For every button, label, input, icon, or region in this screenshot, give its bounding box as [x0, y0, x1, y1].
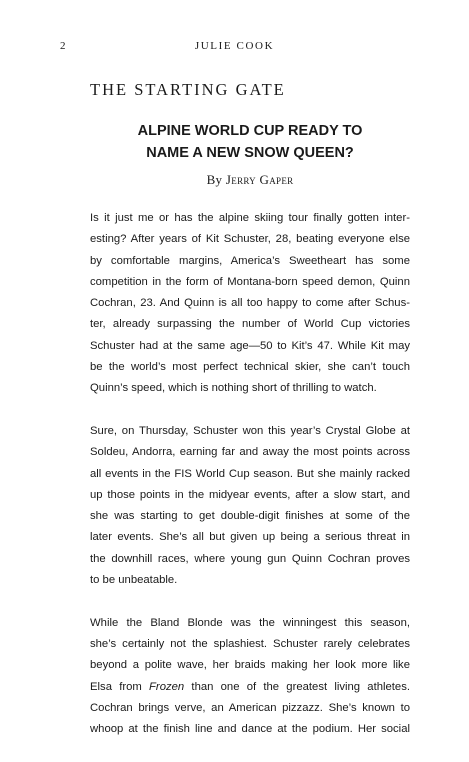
text-run: Elsa from — [90, 680, 150, 693]
text-line: all events in the FIS World Cup season. But she mainly racked — [90, 467, 410, 480]
text-line: Soldeu, Andorra, earning far and away the most points across — [90, 446, 410, 459]
text-line: the downhill races, where young gun Quinn Cochran proves — [90, 552, 410, 565]
text-line: she was starting to get double-digit finishes at some of the — [90, 510, 410, 523]
article-body — [90, 208, 410, 762]
text-line: ter, already surpassing the number of World Cup victories — [90, 318, 410, 331]
headline-line: ALPINE WORLD CUP READY TO — [137, 123, 363, 139]
text-line: later events. She’s all but given up being a serious threat in — [90, 531, 410, 544]
text-line: Cochran, 23. And Quinn is all too happy to come after Schus- — [90, 297, 410, 310]
running-head: JULIE COOK — [194, 40, 275, 52]
italic-title: Frozen — [149, 680, 185, 693]
section-title: THE STARTING GATE — [90, 80, 286, 99]
page-number: 2 — [60, 40, 66, 52]
text-line: by comfortable margins, America’s Sweetheart has some — [90, 254, 410, 267]
text-line: be the world’s most perfect technical skier, she can’t touch — [90, 361, 410, 374]
text-line: to be unbeatable. — [90, 574, 178, 587]
text-line — [90, 677, 410, 698]
paragraph — [90, 208, 410, 400]
text-line: up those points in the midyear events, after a slow start, and — [90, 488, 410, 501]
text-line: While the Bland Blonde was the winningest this season, — [90, 616, 410, 629]
paragraph — [90, 421, 410, 591]
text-line: she’s certainly not the splashiest. Schuster rarely celebrates — [90, 637, 410, 650]
text-line: competition in the form of Montana-born speed demon, Quinn — [90, 275, 410, 288]
text-line: Schuster had at the same age—50 to Kit’s 47. While Kit may — [90, 339, 410, 352]
text-line: Cochran brings verve, an American pizzazz. She’s known to — [90, 701, 410, 714]
text-line: Sure, on Thursday, Schuster won this year’s Crystal Globe at — [90, 424, 410, 437]
text-line: Is it just me or has the alpine skiing tour finally gotten inter- — [90, 212, 410, 224]
byline-prefix: By — [206, 172, 226, 187]
article-headline — [90, 120, 410, 164]
headline-line: NAME A NEW SNOW QUEEN? — [146, 145, 354, 161]
text-line: esting? After years of Kit Schuster, 28, beating everyone else — [90, 233, 410, 246]
paragraph — [90, 613, 410, 741]
text-line: whoop at the finish line and dance at the podium. Her social — [90, 723, 410, 736]
text-line: beyond a polite wave, her braids making her look more like — [90, 659, 410, 672]
byline-author: Jerry Gaper — [225, 172, 294, 187]
text-line: Quinn’s speed, which is nothing short of thrilling to watch. — [90, 382, 377, 395]
text-run: than one of the greatest living athletes. — [184, 680, 410, 693]
byline — [90, 172, 410, 188]
